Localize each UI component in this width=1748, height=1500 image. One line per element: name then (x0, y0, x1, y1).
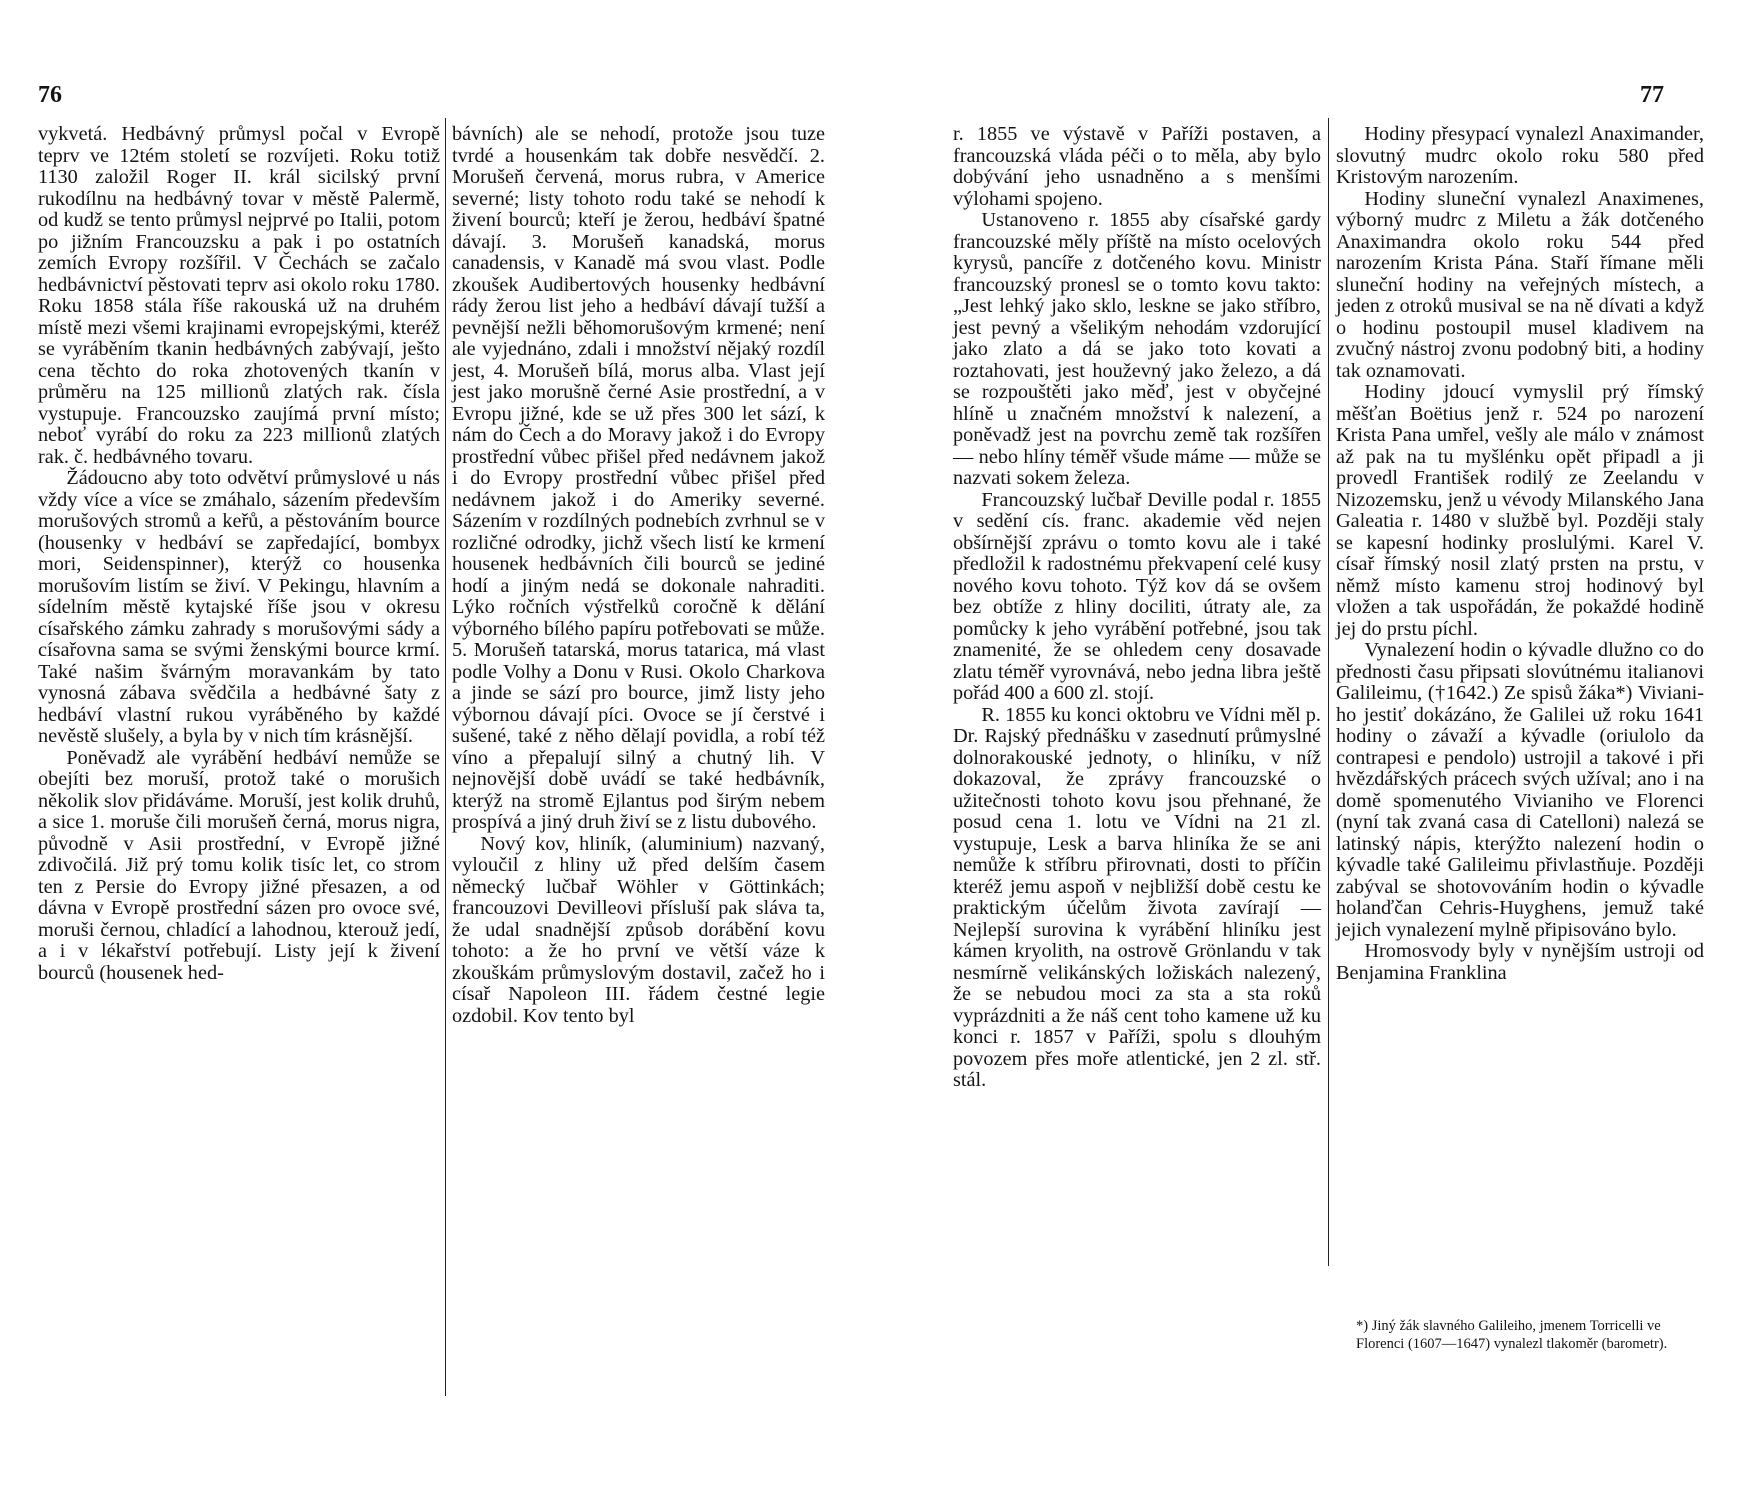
paragraph: Nový kov, hliník, (aluminium) nazvaný, vyloučil z hliny už před delším časem německý lučbař Wöhler v Göttinkách; francouzovi Devilleovi přísluší pak sláva ta, že udal snadnější způsob dorábění kovu tohoto: a že ho první ve větší váze k zkouškám průmyslovým dostavil, začež ho i císař Napoleon III. řádem čestné legie ozdobil. Kov tento byl (452, 832, 825, 1027)
paragraph: bávních) ale se nehodí, protože jsou tuze tvrdé a housenkám tak dobře nesvědčí. 2. Morušeň červená, morus rubra, v Americe severné; listy tohoto rodu také se nehodí k živení bourců; kteří je žerou, hedbáví špatné dávají. 3. Morušeň kanadská, morus canadensis, v Kanadě má svou vlast. Podle zkoušek Audibertových housenky hedbávní rády žerou list jeho a hedbáví dávají tužší a pevnější nežli běhomorušovým krmené; není ale vyjednáno, zdali i množství nějaký rozdíl jest, 4. Morušeň bílá, morus alba. Vlast její jest jako morušně černé Asie prostřední, a v Evropu jižné, kde se už přes 300 let sází, k nám do Čech a do Moravy jakož i do Evropy prostřední vůbec přišel před nedávnem jakož i do Evropy prostřední vůbec přišel před nedávnem jakož i do Ameriky severné. Sázením v rozdílných podnebích zvrhnul se v rozličné odrodky, jichž všech listí ke krmení housenek hedbávních čili bourců se jediné hodí a jiným nedá se dokonale nahraditi. Lýko ročních výstřelků coročně k dělání výborného bílého papíru potřebovati se může. 5. Morušeň tatarská, morus tatarica, má vlast podle Volhy a Donu v Rusi. Okolo Charkova a jinde se sází pro bource, jimž listy jeho výbornou dávají píci. Ovoce se jí čerstvé i sušené, také z něho dělají povidla, a robí též víno a přepalují silný a chutný lih. V nejnovější době uvádí se také hedbávník, kterýž na stromě Ejlantus pod širým nebem prospívá a jiný druh živí se z listu dubového. (452, 123, 825, 833)
paragraph: Hodiny jdoucí vymyslil prý římský měšťan Boëtius jenž r. 524 po narození Krista Pana umřel, vešly ale málo v známost až pak na tu myšlénku opět připadl a ji provedl František rodilý ze Zeelandu v Nizozemsku, jenž u vévody Milanského Jana Galeatia r. 1480 v službě byl. Později staly se kapesní hodinky proslulými. Karel V. císař římský nosil zlatý prsten na prstu, v němž místo kamenu stroj hodinový byl vložen a tak uspořádán, že pokaždé hodině jej do prstu píchl. (1336, 381, 1704, 640)
paragraph: Vynalezení hodin o kývadle dlužno co do přednosti času připsati slovútnému italianovi Galileimu, (†1642.) Ze spisů žáka*) Viviani-ho jestiť dokázáno, že Galilei už roku 1641 hodiny o závaží a kývadle (oriulolo da contrapesi e pendolo) ustrojil a takové i při hvězdářských prácech svých užíval; ano i na domě spomenutého Vivianiho ve Florenci (nyní tak zvaná casa di Catelloni) nalezá se latinský nápis, kterýžto nalezení hodin o kývadle také Galileimu přivlastňuje. Později zabýval se shotovováním hodin o kývadle holanďčan Cehris-Huyghens, jemuž také jejich vynalezení mylně připisováno bylo. (1336, 639, 1704, 941)
paragraph: R. 1855 ku konci oktobru ve Vídni měl p. Dr. Rajský přednášku v zasednutí průmyslné dolnorakouské jednoty, o hliníku, v níž dokazoval, že zprávy francouzské o užitečnosti tohoto kovu jsou přehnané, že posud cena 1. lotu ve Vídni na 21 zl. vystupuje, Lesk a barva hliníka že se ani nemůže k stříbru přirovnati, dosti to příčin kteréž jemu aspoň v nejbližší době cestu ke praktickým účelům života zavírají — Nejlepší surovina k vyrábění hliníku jest kámen kryolith, na ostrově Grönlandu v tak nesmírně velikánských ložiskách nalezený, že se nebudou moci za sta a sta roků vyprázdniti a že náš cent toho kamene už ku konci r. 1857 v Paříži, spolu s dlouhým povozem přes moře atlentické, jen 2 zl. stř. stál. (953, 703, 1321, 1091)
left-page-column-2 (452, 124, 825, 1027)
paragraph: r. 1855 ve výstavě v Paříži postaven, a francouzská vláda péči o to měla, aby bylo dobývání jeho usnadněno a s menšími výlohami spojeno. (953, 123, 1321, 210)
paragraph: Ustanoveno r. 1855 aby císařské gardy francouzské měly příště na místo ocelových kyrysů, pancíře z dotčeného kovu. Ministr francouzský pronesl se o tomto kovu takto: „Jest lehký jako sklo, leskne se jako stříbro, jest pevný a všelikým nehodám vzdorující jako zlato a dá se jako toto kovati a roztahovati, jest houževný jako železo, a dá se rozpouštěti jako měď, jest v obyčejné hlíně u značném množství k nalezení, a poněvadž jest na povrchu země tak rozšířen — nebo hlíny téměř všude máme — může se nazvati sokem železa. (953, 209, 1321, 489)
right-page-column-1 (953, 124, 1321, 1092)
paragraph: Hromosvody byly v nynějším ustroji od Benjamina Franklina (1336, 940, 1704, 984)
paragraph: Žádoucno aby toto odvětví průmyslové u nás vždy více a více se zmáhalo, sázením především morušových stromů a keřů, a pěstováním bource (housenky v hedbáví se zapředající, bombyx mori, Seidenspinner), kterýž co housenka morušovím listím se živí. V Pekingu, hlavním a sídelním městě kytajské říše jsou v okresu císařského zámku zahrady s morušovými sády a císařovna sama se svými ženskými bource krmí. Také našim švárným moravankám by tato vynosná zábava svědčila a hedbávné šaty z hedbáví vlastní rukou vyráběného by každé nevěstě slušely, a byla by v nich tím krásnější. (38, 467, 440, 747)
paragraph: Hodiny přesypací vynalezl Anaximander, slovutný mudrc okolo roku 580 před Kristovým narozením. (1336, 123, 1704, 188)
footnote: *) Jiný žák slavného Galileiho, jmenem Torricelli ve Florenci (1607—1647) vynalezl tlakoměr (barometr). (1356, 1318, 1668, 1352)
column-divider (1328, 118, 1329, 1266)
paragraph: vykvetá. Hedbávný průmysl počal v Evropě teprv ve 12tém století se rozvíjeti. Roku totiž 1130 založil Roger II. král sicilský první rukodílnu na hedbávný tovar v městě Palermě, od kudž se tento průmysl nejprvé po Italii, potom po jižním Francouzsku a pak i po ostatních zemích Evropy rozšířil. V Čechách se začalo hedbávnictví pěstovati teprv asi okolo roku 1780. Roku 1858 stála říše rakouská už na druhém místě mezi všemi krajinami evropejskými, kteréž se vyráběním tkanin hedbávných zabývají, ješto cena těchto do roka zhotovených tkanín v průměru na 125 millionů zlatých rak. čísla vystupuje. Francouzsko zaujímá první místo; neboť vyrábí do roku za 223 millionů zlatých rak. č. hedbávného tovaru. (38, 123, 440, 468)
left-page-column-1 (38, 124, 440, 984)
right-page-column-2 (1336, 124, 1704, 984)
paragraph: Poněvadž ale vyrábění hedbáví nemůže se obejíti bez moruší, protož také o morušich několik slov přidáváme. Moruší, jest kolik druhů, a sice 1. moruše čili morušeň černá, morus nigra, původně v Asii prostřední, v Evropě jižné zdivočilá. Již prý tomu kolik tisíc let, co strom ten z Persie do Evropy jižné přesazen, a od dávna v Evropě prostřední sázen pro ovoce své, moruši černou, chladící a lahodnou, kterouž jedí, a i v lékařství potřebují. Listy její k živení bourců (housenek hed- (38, 746, 440, 984)
page-number-left: 76 (38, 82, 62, 108)
paragraph: Francouzský lučbař Deville podal r. 1855 v sedění cís. franc. akademie věd nejen obšírnější zprávu o tomto kovu ale i také předložil k radostnému překvapení celé kusy nového kovu tohoto. Týž kov dá se ovšem bez obtíže z hliny dociliti, útraty ale, za pomůcky k jeho vyrábění potřebné, jsou tak znamenité, že se ohledem ceny dosavade zlatu téměř vyrovnává, nebo jedna libra ještě pořád 400 a 600 zl. stojí. (953, 488, 1321, 704)
column-divider (445, 118, 446, 1396)
page-number-right: 77 (1640, 82, 1664, 108)
paragraph: Hodiny sluneční vynalezl Anaximenes, výborný mudrc z Miletu a žák dotčeného Anaximandra okolo roku 544 před narozením Krista Pána. Staří římane měli sluneční hodiny na veřejných místech, a jeden z otroků musival se na ně dívati a když o hodinu postoupil musel kladivem na zvučný nástroj zvonu podobný biti, a hodiny tak oznamovati. (1336, 187, 1704, 382)
